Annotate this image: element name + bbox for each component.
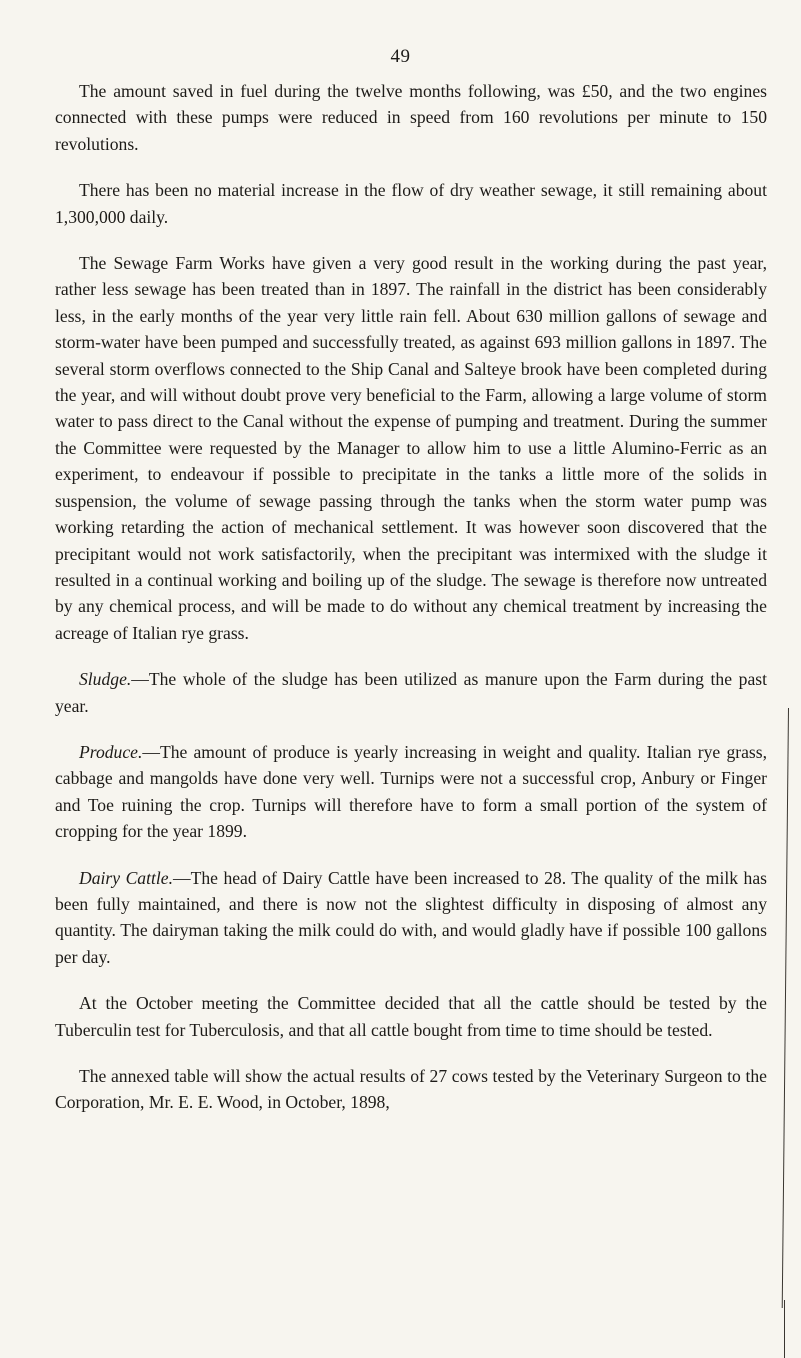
section-heading-sludge: Sludge.: [79, 669, 132, 690]
paragraph-text: —The head of Dairy Cattle have been increased to 28. The quality of the milk has been fully maintained, and there is now not the slightest difficulty in disposing of almost any quantity. The dairyman taking the milk could do with, and would gladly have if possible 100 gallons per day.: [55, 867, 767, 967]
section-heading-produce: Produce.: [79, 741, 143, 762]
paragraph-text: The amount saved in fuel during the twelve months following, was £50, and the two engines connected with these pumps were reduced in speed from 160 revolutions per minute to 150 revolutions.: [55, 81, 767, 154]
section-heading-dairy-cattle: Dairy Cattle.: [79, 867, 173, 888]
page-edge-rule: [782, 708, 789, 1308]
paragraph-sludge: [55, 666, 767, 719]
paragraph-text: The Sewage Farm Works have given a very good result in the working during the past year, rather less sewage has been treated than in 1897. The rainfall in the district has been considerably less, in the early months of the year very little rain fell. About 630 million gallons of sewage and storm-water have been pumped and successfully treated, as against 693 million gallons in 1897. The several storm overflows connected to the Ship Canal and Salteye brook have been completed during the year, and will without doubt prove very beneficial to the Farm, allowing a large volume of storm water to pass direct to the Canal without the expense of pumping and treatment. During the summer the Committee were requested by the Manager to allow him to use a little Alumino-Ferric as an experiment, to endeavour if possible to precipitate in the tanks a little more of the solids in suspension, the volume of sewage passing through the tanks when the storm water pump was working retarding the action of mechanical settlement. It was however soon discovered that the precipitant would not work satisfactorily, when the precipitant was intermixed with the sludge it resulted in a continual working and boiling up of the sludge. The sewage is therefore now untreated by any chemical process, and will be made to do without any chemical treatment by increasing the acreage of Italian rye grass.: [55, 253, 767, 643]
page-edge-rule-lower: [784, 1300, 785, 1358]
paragraph-text: —The whole of the sludge has been utilized as manure upon the Farm during the past year.: [55, 669, 767, 716]
paragraph-text: The annexed table will show the actual results of 27 cows tested by the Veterinary Surgeon to the Corporation, Mr. E. E. Wood, in October, 1898,: [55, 1066, 767, 1113]
paragraph-text: —The amount of produce is yearly increasing in weight and quality. Italian rye grass, cabbage and mangolds have done very well. Turnips were not a successful crop, Anbury or Finger and Toe ruining the crop. Turnips will therefore have to form a small portion of the system of cropping for the year 1899.: [55, 741, 767, 842]
paragraph-sewage-farm-works: [55, 250, 767, 646]
paragraph-annexed-table: [55, 1063, 767, 1116]
paragraph-produce: [55, 739, 767, 845]
page-number: 49: [390, 46, 411, 67]
paragraph-text: At the October meeting the Committee decided that all the cattle should be tested by the Tuberculin test for Tuberculosis, and that all cattle bought from time to time should be tested.: [55, 993, 767, 1040]
paragraph-tuberculin-test: [55, 990, 767, 1043]
paragraph-fuel-savings: [55, 78, 767, 157]
paragraph-dry-weather-flow: [55, 177, 767, 230]
paragraph-text: There has been no material increase in the flow of dry weather sewage, it still remaining about 1,300,000 daily.: [55, 180, 767, 227]
paragraph-dairy-cattle: [55, 865, 767, 971]
body-text: [55, 78, 767, 1136]
